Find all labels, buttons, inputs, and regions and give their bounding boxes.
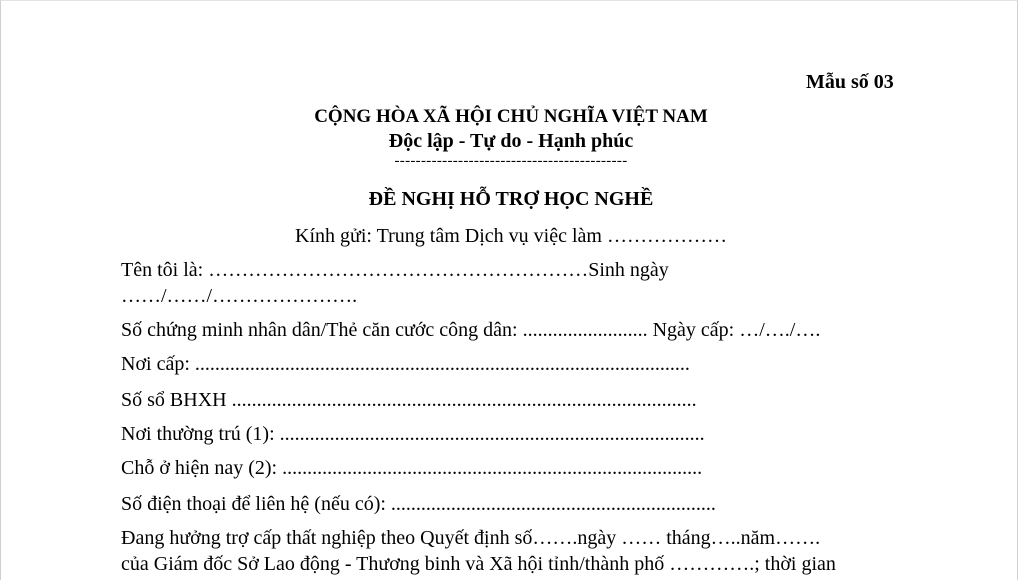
permanent-residence-line: Nơi thường trú (1): ..................................................................................... xyxy=(121,423,705,445)
current-residence-line: Chỗ ở hiện nay (2): .................................................................................... xyxy=(121,457,703,479)
header-divider: -------------------------------------------- xyxy=(394,153,628,169)
social-insurance-line: Số sổ BHXH ............................................................................................. xyxy=(121,389,697,411)
benefit-authority-line: của Giám đốc Sở Lao động - Thương binh và Xã hội tỉnh/thành phố ………….; thời gian xyxy=(121,553,836,575)
form-number: Mẫu số 03 xyxy=(806,71,894,93)
national-title: CỘNG HÒA XÃ HỘI CHỦ NGHĨA VIỆT NAM xyxy=(314,106,708,127)
name-field-line: Tên tôi là: …………………………………………………Sinh ngày xyxy=(121,259,669,281)
issue-place-line: Nơi cấp: ................................................................................................... xyxy=(121,353,690,375)
recipient-line: Kính gửi: Trung tâm Dịch vụ việc làm ……………… xyxy=(295,225,727,247)
phone-line: Số điện thoại để liên hệ (nếu có): ................................................................. xyxy=(121,493,716,515)
national-motto: Độc lập - Tự do - Hạnh phúc xyxy=(388,130,634,152)
document-title: ĐỀ NGHỊ HỖ TRỢ HỌC NGHỀ xyxy=(368,188,654,210)
benefit-decision-line: Đang hưởng trợ cấp thất nghiệp theo Quyết định số…….ngày …… tháng…..năm……. xyxy=(121,527,821,549)
date-of-birth-line: ……/……/…………………. xyxy=(121,285,358,307)
id-number-line: Số chứng minh nhân dân/Thẻ căn cước công dân: ......................... Ngày cấp: …/…./…. xyxy=(121,319,821,341)
